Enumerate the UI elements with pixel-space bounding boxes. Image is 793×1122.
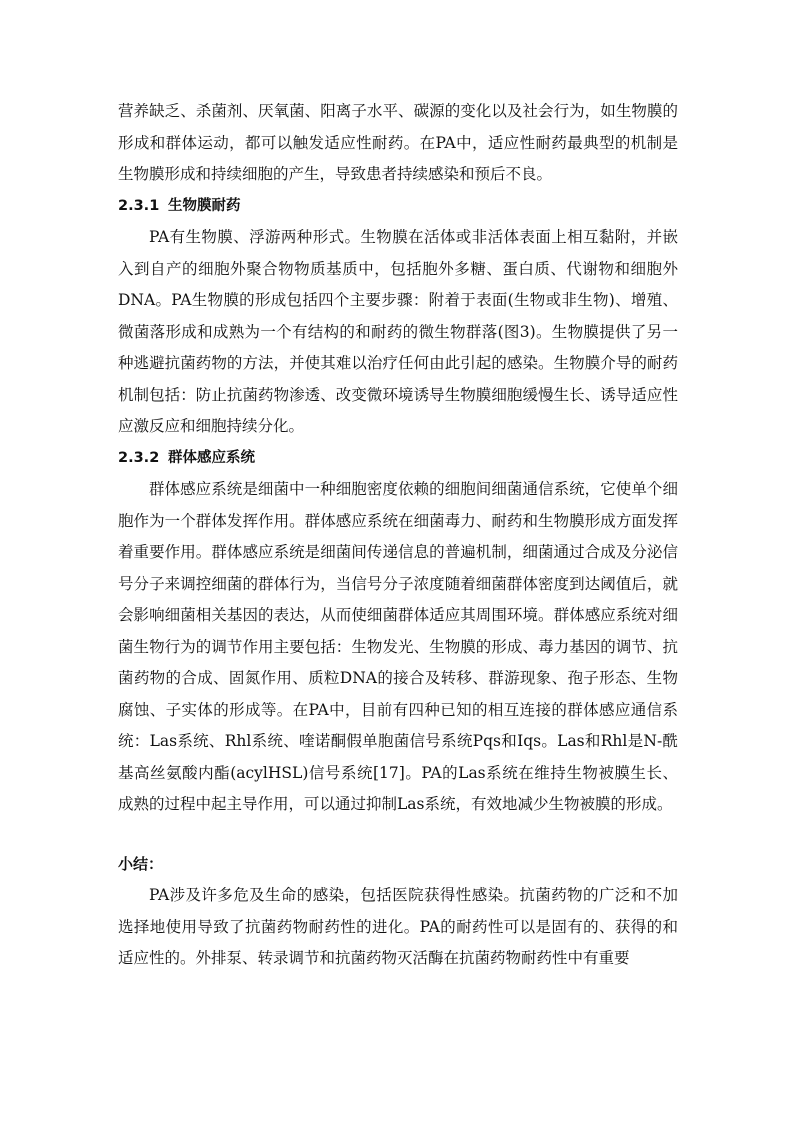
section-number: 2.3.1: [118, 197, 160, 214]
summary-title: 小结：: [118, 854, 164, 873]
biofilm-paragraph: PA有生物膜、浮游两种形式。生物膜在活体或非活体表面上相互黏附，并嵌入到自产的细胞外聚合物物质基质中，包括胞外多糖、蛋白质、代谢物和细胞外DNA。PA生物膜的形成包括四个主要步骤：附着于表面(生物或非生物)、增殖、微菌落形成和成熟为一个有结构的和耐药的微生物群落(图3)。生物膜提供了另一种逃避抗菌药物的方法，并使其难以治疗任何由此引起的感染。生物膜介导的耐药机制包括：防止抗菌药物渗透、改变微环境诱导生物膜细胞缓慢生长、诱导适应性应激反应和细胞持续分化。: [118, 228, 678, 435]
intro-paragraph: 营养缺乏、杀菌剂、厌氧菌、阳离子水平、碳源的变化以及社会行为，如生物膜的形成和群体运动，都可以触发适应性耐药。在PA中，适应性耐药最典型的机制是生物膜形成和持续细胞的产生，导致患者持续感染和预后不良。: [118, 102, 678, 183]
section-heading-quorum-sensing: [118, 443, 678, 475]
section-number: 2.3.2: [118, 449, 160, 466]
section-title: 生物膜耐药: [168, 197, 241, 214]
summary-paragraph: PA涉及许多危及生命的感染，包括医院获得性感染。抗菌药物的广泛和不加选择地使用导致了抗菌药物耐药性的进化。PA的耐药性可以是固有的、获得的和适应性的。外排泵、转录调节和抗菌药物灭活酶在抗菌药物耐药性中有重要: [118, 886, 678, 967]
section-title: 群体感应系统: [168, 449, 255, 466]
section-spacer: [118, 821, 678, 849]
quorum-sensing-paragraph: 群体感应系统是细菌中一种细胞密度依赖的细胞间细菌通信系统，它使单个细胞作为一个群体发挥作用。群体感应系统在细菌毒力、耐药和生物膜形成方面发挥着重要作用。群体感应系统是细菌间传递信息的普遍机制，细菌通过合成及分泌信号分子来调控细菌的群体行为，当信号分子浓度随着细菌群体密度到达阈值后，就会影响细菌相关基因的表达，从而使细菌群体适应其周围环境。群体感应系统对细菌生物行为的调节作用主要包括：生物发光、生物膜的形成、毒力基因的调节、抗菌药物的合成、固氮作用、质粒DNA的接合及转移、群游现象、孢子形态、生物腐蚀、子实体的形成等。在PA中，目前有四种已知的相互连接的群体感应通信系统：Las系统、Rhl系统、喹诺酮假单胞菌信号系统Pqs和Iqs。Las和Rhl是N-酰基高丝氨酸内酯(acylHSL)信号系统[17]。PA的Las系统在维持生物被膜生长、成熟的过程中起主导作用，可以通过抑制Las系统，有效地减少生物被膜的形成。: [118, 480, 678, 813]
section-heading-biofilm: [118, 191, 678, 223]
document-page: [118, 96, 678, 975]
